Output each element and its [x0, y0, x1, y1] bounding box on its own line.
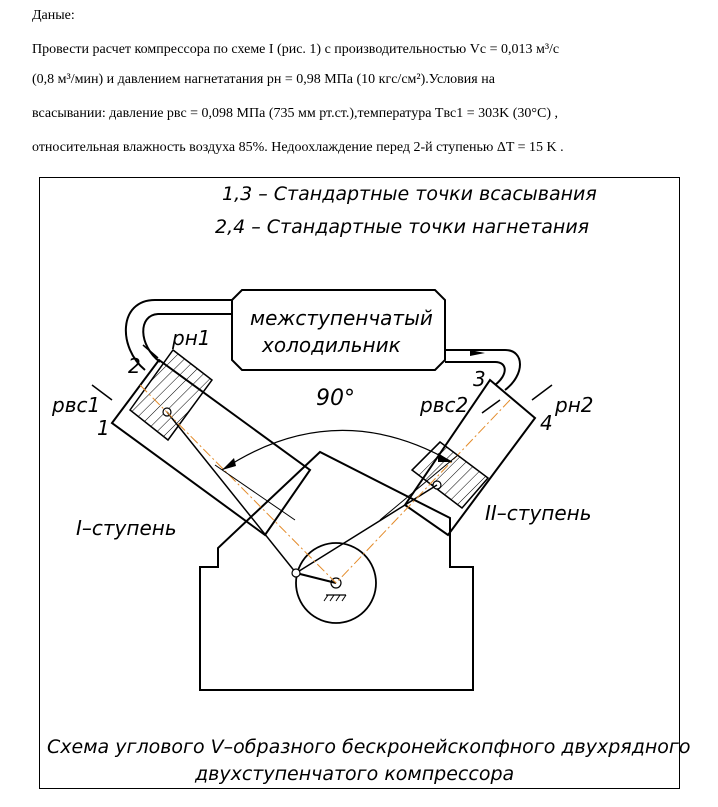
- legend-discharge: 2,4 – Стандартные точки нагнетания: [215, 216, 590, 238]
- point-3: 3: [473, 367, 486, 391]
- problem-line-4: относительная влажность воздуха 85%. Недоохлаждение перед 2-й ступенью ΔT = 15 K .: [32, 140, 564, 155]
- stage-2-label: II–ступень: [485, 501, 592, 525]
- angle-label: 90°: [316, 386, 355, 411]
- point-4: 4: [540, 411, 553, 435]
- piston-1: [130, 350, 212, 440]
- point-1: 1: [97, 416, 110, 440]
- stage-1-label: I–ступень: [76, 516, 177, 540]
- p-suction-1: pвс1: [52, 393, 101, 417]
- legend-suction: 1,3 – Стандартные точки всасывания: [222, 183, 597, 205]
- intercooler-label-1: межступенчатый: [250, 306, 433, 330]
- caption-line-2: двухступенчатого компрессора: [195, 763, 515, 785]
- cylinder-stage-1: [112, 350, 310, 535]
- p-discharge-2: pн2: [555, 393, 594, 417]
- p-suction-2: pвс2: [420, 393, 469, 417]
- problem-line-1: Провести расчет компрессора по схеме I (рис. 1) с производительностью Vc = 0,013 м³/с: [32, 42, 560, 57]
- crankshaft: [167, 412, 437, 623]
- p-discharge-1: pн1: [172, 326, 211, 350]
- heading: Даные:: [32, 8, 75, 23]
- intercooler-label-2: холодильник: [262, 333, 401, 357]
- caption-line-1: Схема углового V–образного бескронейскопфного двухрядного: [47, 736, 691, 758]
- problem-line-2: (0,8 м³/мин) и давлением нагнетатания pн = 0,98 МПа (10 кгс/см²).Условия на: [32, 72, 495, 87]
- intercooler-box: [232, 290, 445, 370]
- problem-line-3: всасывании: давление pвс = 0,098 МПа (735 мм рт.ст.),температура Tвс1 = 303K (30°C) ,: [32, 106, 558, 121]
- point-2: 2: [128, 354, 141, 378]
